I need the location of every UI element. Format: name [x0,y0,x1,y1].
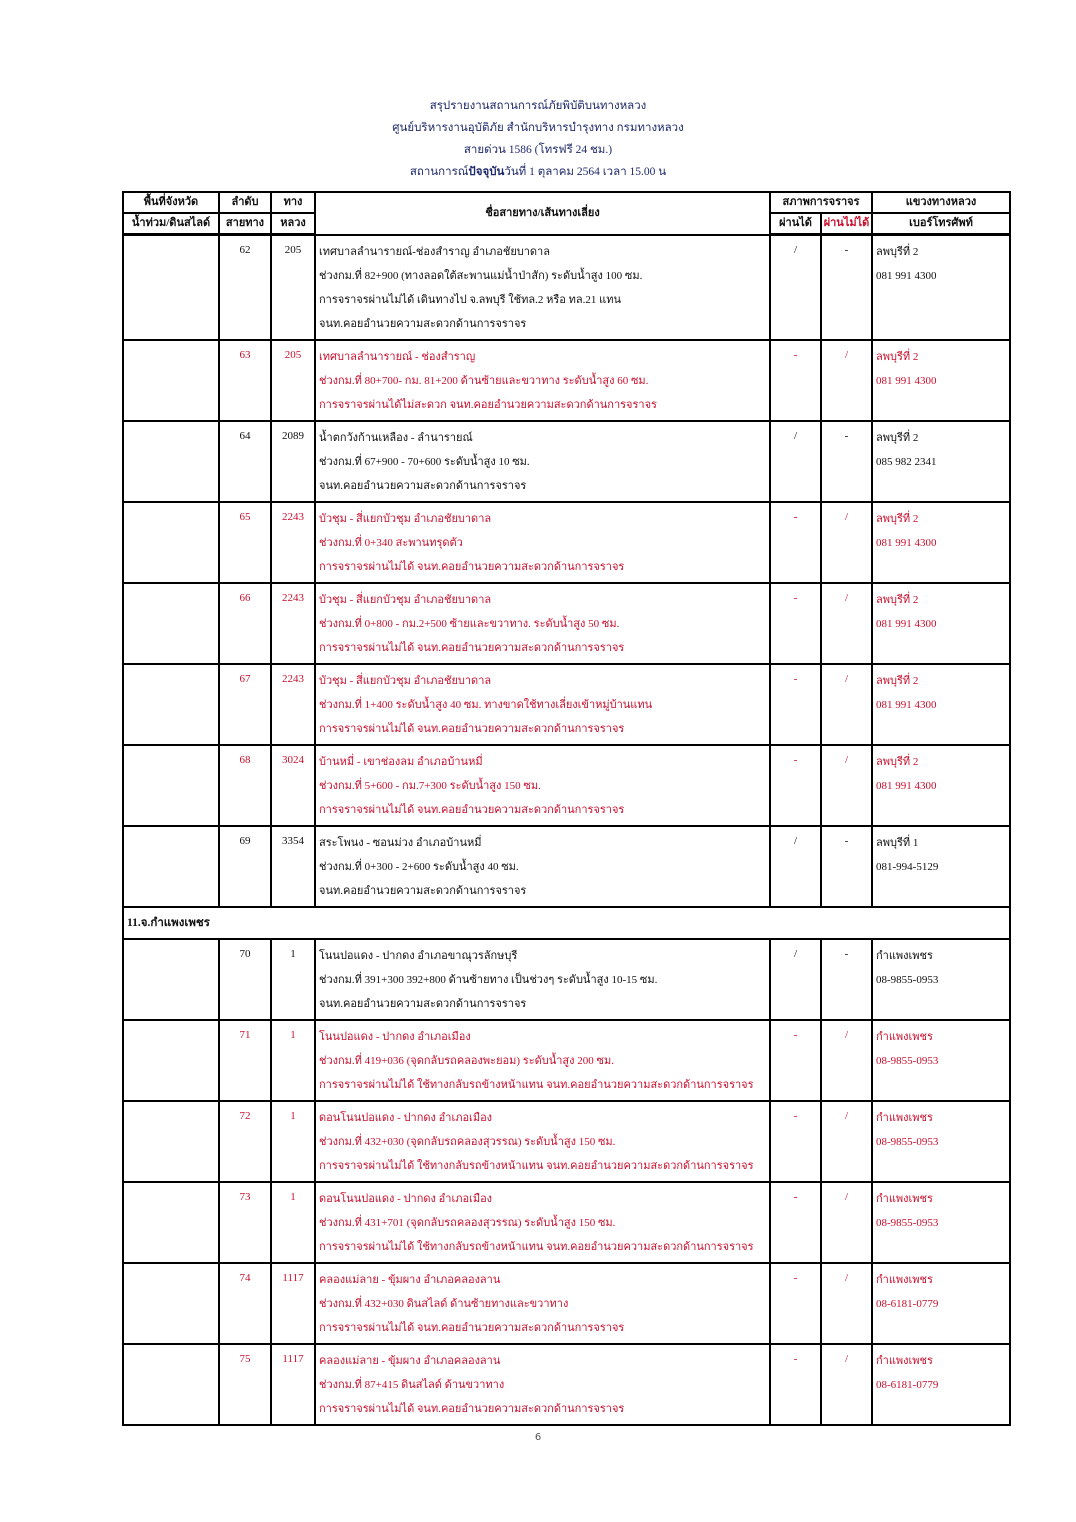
route-line: ช่วงกม.ที่ 82+900 (ทางลอดใต้สะพานแม่น้ำป่าสัก) ระดับน้ำสูง 100 ซม. [319,269,643,282]
seq-cell: 72 [219,1101,271,1182]
area-cell [123,421,219,502]
report-header [0,95,1076,183]
pass-status-cell: - [770,583,821,664]
pass-status-cell: - [770,664,821,745]
seq-cell: 70 [219,939,271,1020]
col-header-seq: ลำดับ [219,192,271,213]
office-phone: 08-6181-0779 [876,1378,939,1391]
highway-cell: 205 [271,340,315,421]
seq-cell: 74 [219,1263,271,1344]
section-row [123,907,1010,939]
office-cell [872,939,1010,1020]
route-line: ดอนโนนปอแดง - ปากดง อำเภอเมือง [319,1192,493,1205]
no-pass-status-cell: - [821,826,872,907]
route-description-cell [315,502,770,583]
route-line: การจราจรผ่านไม่ได้ จนท.คอยอำนวยความสะดวกด้านการจราจร [319,1321,625,1334]
route-line: การจราจรผ่านไม่ได้ จนท.คอยอำนวยความสะดวกด้านการจราจร [319,641,625,654]
table-row [123,939,1010,1020]
highway-cell: 2243 [271,583,315,664]
office-name: กำแพงเพชร [876,1273,933,1286]
table-row [123,421,1010,502]
report-datetime [0,161,1076,183]
col-header-hwy-2: หลวง [271,213,315,235]
route-line: บัวชุม - สี่แยกบัวชุม อำเภอชัยบาดาล [319,512,492,525]
office-phone: 081 991 4300 [876,698,937,711]
area-cell [123,235,219,340]
route-line: จนท.คอยอำนวยความสะดวกด้านการจราจร [319,317,527,330]
route-line: ช่วงกม.ที่ 431+701 (จุดกลับรถคลองสุวรรณ) ระดับน้ำสูง 150 ซม. [319,1216,616,1229]
no-pass-status-cell: - [821,421,872,502]
col-header-area: พื้นที่จังหวัด [123,192,219,213]
route-line: ช่วงกม.ที่ 67+900 - 70+600 ระดับน้ำสูง 10 ซม. [319,455,530,468]
no-pass-status-cell: / [821,502,872,583]
route-line: การจราจรผ่านได้ไม่สะดวก จนท.คอยอำนวยความสะดวกด้านการจราจร [319,398,657,411]
office-phone: 08-9855-0953 [876,973,939,986]
office-cell [872,664,1010,745]
header-row-1 [123,192,1010,213]
seq-cell: 69 [219,826,271,907]
table-row [123,235,1010,340]
area-cell [123,745,219,826]
no-pass-status-cell: / [821,664,872,745]
no-pass-status-cell: - [821,939,872,1020]
office-cell [872,502,1010,583]
table-row [123,583,1010,664]
table-row [123,1020,1010,1101]
col-header-phone: เบอร์โทรศัพท์ [872,213,1010,235]
disaster-report-table [122,191,1011,1426]
report-datetime-prefix: สถานการณ์ [409,166,469,178]
office-phone: 081 991 4300 [876,536,937,549]
office-cell [872,745,1010,826]
seq-cell: 71 [219,1020,271,1101]
route-line: เทศบาลลำนารายณ์ - ช่องสำราญ [319,350,476,363]
seq-cell: 67 [219,664,271,745]
route-line: ช่วงกม.ที่ 432+030 ดินสไลด์ ด้านซ้ายทางและขวาทาง [319,1297,569,1310]
office-cell [872,1182,1010,1263]
office-cell [872,340,1010,421]
no-pass-status-cell: / [821,583,872,664]
seq-cell: 62 [219,235,271,340]
route-description-cell [315,1020,770,1101]
report-agency: ศูนย์บริหารงานอุบัติภัย สำนักบริหารบำรุงทาง กรมทางหลวง [392,122,684,134]
no-pass-status-cell: / [821,1263,872,1344]
col-header-seq-2: สายทาง [219,213,271,235]
route-line: ช่วงกม.ที่ 5+600 - กม.7+300 ระดับน้ำสูง 150 ซม. [319,779,541,792]
office-cell [872,1020,1010,1101]
area-cell [123,1263,219,1344]
route-line: การจราจรผ่านไม่ได้ จนท.คอยอำนวยความสะดวกด้านการจราจร [319,722,625,735]
office-cell [872,235,1010,340]
route-description-cell [315,340,770,421]
col-header-area-2: น้ำท่วม/ดินสไลด์ [123,213,219,235]
route-line: จนท.คอยอำนวยความสะดวกด้านการจราจร [319,997,527,1010]
office-phone: 085 982 2341 [876,455,937,468]
col-header-office: แขวงทางหลวง [872,192,1010,213]
office-phone: 081-994-5129 [876,860,939,873]
no-pass-status-cell: / [821,1344,872,1425]
highway-cell: 1 [271,1182,315,1263]
highway-cell: 1117 [271,1344,315,1425]
pass-status-cell: - [770,1101,821,1182]
page-number: 6 [534,1432,542,1443]
pass-status-cell: / [770,939,821,1020]
col-header-no-pass: ผ่านไม่ได้ [821,213,872,235]
no-pass-status-cell: / [821,1182,872,1263]
area-cell [123,939,219,1020]
area-cell [123,502,219,583]
area-cell [123,664,219,745]
no-pass-status-cell: / [821,745,872,826]
route-line: ช่วงกม.ที่ 80+700- กม. 81+200 ด้านซ้ายและขวาทาง ระดับน้ำสูง 60 ซม. [319,374,649,387]
highway-cell: 1 [271,1101,315,1182]
route-description-cell [315,745,770,826]
office-phone: 081 991 4300 [876,617,937,630]
office-name: ลพบุรีที่ 2 [876,512,919,525]
office-phone: 081 991 4300 [876,270,937,282]
route-line: ช่วงกม.ที่ 0+300 - 2+600 ระดับน้ำสูง 40 ซม. [319,860,519,873]
rows-lopburi [123,235,1010,907]
highway-cell: 3354 [271,826,315,907]
route-line: เทศบาลลำนารายณ์-ช่องสำราญ อำเภอชัยบาดาล [319,245,550,258]
route-description-cell [315,1344,770,1425]
route-line: โนนปอแดง - ปากดง อำเภอขาณุวรลักษบุรี [319,949,518,962]
route-line: บัวชุม - สี่แยกบัวชุม อำเภอชัยบาดาล [319,593,492,606]
highway-cell: 2089 [271,421,315,502]
table-row [123,1344,1010,1425]
office-cell [872,1263,1010,1344]
report-datetime-suffix: วันที่ 1 ตุลาคม 2564 เวลา 15.00 น [504,166,667,178]
rows-kamphaeng-phet [123,939,1010,1425]
seq-cell: 75 [219,1344,271,1425]
route-line: การจราจรผ่านไม่ได้ เดินทางไป จ.ลพบุรี ใช้ทล.2 หรือ ทล.21 แทน [319,293,621,306]
seq-cell: 73 [219,1182,271,1263]
office-phone: 08-6181-0779 [876,1297,939,1310]
highway-cell: 2243 [271,502,315,583]
col-header-pass: ผ่านได้ [770,213,821,235]
route-line: การจราจรผ่านไม่ได้ จนท.คอยอำนวยความสะดวกด้านการจราจร [319,803,625,816]
pass-status-cell: - [770,1344,821,1425]
area-cell [123,340,219,421]
route-description-cell [315,1101,770,1182]
table-row [123,745,1010,826]
route-description-cell [315,664,770,745]
pass-status-cell: / [770,826,821,907]
seq-cell: 68 [219,745,271,826]
route-line: สระโพนง - ซอนม่วง อำเภอบ้านหมี่ [319,836,482,849]
area-cell [123,1020,219,1101]
no-pass-status-cell: / [821,1020,872,1101]
route-line: น้ำตกวังก้านเหลือง - ลำนารายณ์ [319,431,473,444]
seq-cell: 66 [219,583,271,664]
route-description-cell [315,1182,770,1263]
route-line: ดอนโนนปอแดง - ปากดง อำเภอเมือง [319,1111,493,1124]
route-line: ช่วงกม.ที่ 419+036 (จุดกลับรถคลองพะยอม) ระดับน้ำสูง 200 ซม. [319,1054,614,1067]
office-cell [872,1101,1010,1182]
col-header-route: ชื่อสายทาง/เส้นทางเลี่ยง [315,192,770,235]
table-row [123,502,1010,583]
route-line: บัวชุม - สี่แยกบัวชุม อำเภอชัยบาดาล [319,674,492,687]
col-header-hwy: ทาง [271,192,315,213]
area-cell [123,826,219,907]
office-name: กำแพงเพชร [876,1192,933,1205]
office-name: ลพบุรีที่ 1 [876,836,919,849]
office-name: กำแพงเพชร [876,1030,933,1043]
office-cell [872,826,1010,907]
col-header-traffic: สภาพการจราจร [770,192,872,213]
office-name: ลพบุรีที่ 2 [876,593,919,606]
route-description-cell [315,235,770,340]
area-cell [123,1182,219,1263]
highway-cell: 1 [271,1020,315,1101]
no-pass-status-cell: / [821,1101,872,1182]
office-name: ลพบุรีที่ 2 [876,674,919,687]
highway-cell: 1117 [271,1263,315,1344]
route-description-cell [315,583,770,664]
pass-status-cell: - [770,340,821,421]
highway-cell: 1 [271,939,315,1020]
route-line: โนนปอแดง - ปากดง อำเภอเมือง [319,1030,471,1043]
highway-cell: 205 [271,235,315,340]
route-line: จนท.คอยอำนวยความสะดวกด้านการจราจร [319,479,527,492]
office-cell [872,421,1010,502]
section-kamphaeng-phet [123,907,1010,939]
route-line: การจราจรผ่านไม่ได้ ใช้ทางกลับรถข้างหน้าแทน จนท.คอยอำนวยความสะดวกด้านการจราจร [319,1240,754,1253]
route-description-cell [315,939,770,1020]
pass-status-cell: / [770,235,821,340]
route-line: การจราจรผ่านไม่ได้ จนท.คอยอำนวยความสะดวกด้านการจราจร [319,560,625,573]
pass-status-cell: - [770,502,821,583]
office-name: ลพบุรีที่ 2 [876,350,919,363]
office-cell [872,1344,1010,1425]
table-row [123,340,1010,421]
route-line: ช่วงกม.ที่ 0+800 - กม.2+500 ซ้ายและขวาทาง. ระดับน้ำสูง 50 ซม. [319,617,620,630]
seq-cell: 63 [219,340,271,421]
route-line: การจราจรผ่านไม่ได้ จนท.คอยอำนวยความสะดวกด้านการจราจร [319,1402,625,1415]
report-title: สรุปรายงานสถานการณ์ภัยพิบัติบนทางหลวง [429,100,647,112]
route-line: ช่วงกม.ที่ 87+415 ดินสไลด์ ด้านขวาทาง [319,1378,505,1391]
office-name: กำแพงเพชร [876,1354,933,1367]
pass-status-cell: - [770,1263,821,1344]
section-title: 11.จ.กำแพงเพชร [123,907,1010,939]
route-line: ช่วงกม.ที่ 391+300 392+800 ด้านซ้ายทาง เป็นช่วงๆ ระดับน้ำสูง 10-15 ซม. [319,973,658,986]
route-description-cell [315,1263,770,1344]
route-line: ช่วงกม.ที่ 432+030 (จุดกลับรถคลองสุวรรณ) ระดับน้ำสูง 150 ซม. [319,1135,616,1148]
table-row [123,1182,1010,1263]
area-cell [123,583,219,664]
route-line: คลองแม่ลาย - ขุ้มผาง อำเภอคลองลาน [319,1273,501,1286]
route-line: ช่วงกม.ที่ 0+340 สะพานทรุดตัว [319,536,463,549]
route-line: บ้านหมี่ - เขาช่องลม อำเภอบ้านหมี่ [319,755,483,768]
no-pass-status-cell: - [821,235,872,340]
office-cell [872,583,1010,664]
route-line: คลองแม่ลาย - ขุ้มผาง อำเภอคลองลาน [319,1354,501,1367]
table-row [123,664,1010,745]
table-row [123,1263,1010,1344]
office-phone: 08-9855-0953 [876,1216,939,1229]
pass-status-cell: / [770,421,821,502]
route-line: การจราจรผ่านไม่ได้ ใช้ทางกลับรถข้างหน้าแทน จนท.คอยอำนวยความสะดวกด้านการจราจร [319,1078,754,1091]
office-phone: 081 991 4300 [876,779,937,792]
office-name: กำแพงเพชร [876,1111,933,1124]
seq-cell: 64 [219,421,271,502]
pass-status-cell: - [770,745,821,826]
table-row [123,826,1010,907]
pass-status-cell: - [770,1182,821,1263]
route-line: ช่วงกม.ที่ 1+400 ระดับน้ำสูง 40 ซม. ทางขาดใช้ทางเลี่ยงเข้าหมู่บ้านแทน [319,698,653,711]
office-name: ลพบุรีที่ 2 [876,755,919,768]
report-datetime-bold: ปัจจุบัน [468,166,505,178]
route-description-cell [315,421,770,502]
area-cell [123,1344,219,1425]
office-phone: 08-9855-0953 [876,1135,939,1148]
report-hotline: สายด่วน 1586 (โทรฟรี 24 ชม.) [463,144,613,156]
route-description-cell [315,826,770,907]
office-name: ลพบุรีที่ 2 [876,246,919,258]
seq-cell: 65 [219,502,271,583]
highway-cell: 2243 [271,664,315,745]
office-name: ลพบุรีที่ 2 [876,431,919,444]
pass-status-cell: - [770,1020,821,1101]
table-row [123,1101,1010,1182]
route-line: จนท.คอยอำนวยความสะดวกด้านการจราจร [319,884,527,897]
office-phone: 08-9855-0953 [876,1054,939,1067]
no-pass-status-cell: / [821,340,872,421]
highway-cell: 3024 [271,745,315,826]
office-phone: 081 991 4300 [876,374,937,387]
office-name: กำแพงเพชร [876,949,933,962]
area-cell [123,1101,219,1182]
route-line: การจราจรผ่านไม่ได้ ใช้ทางกลับรถข้างหน้าแทน จนท.คอยอำนวยความสะดวกด้านการจราจร [319,1159,754,1172]
